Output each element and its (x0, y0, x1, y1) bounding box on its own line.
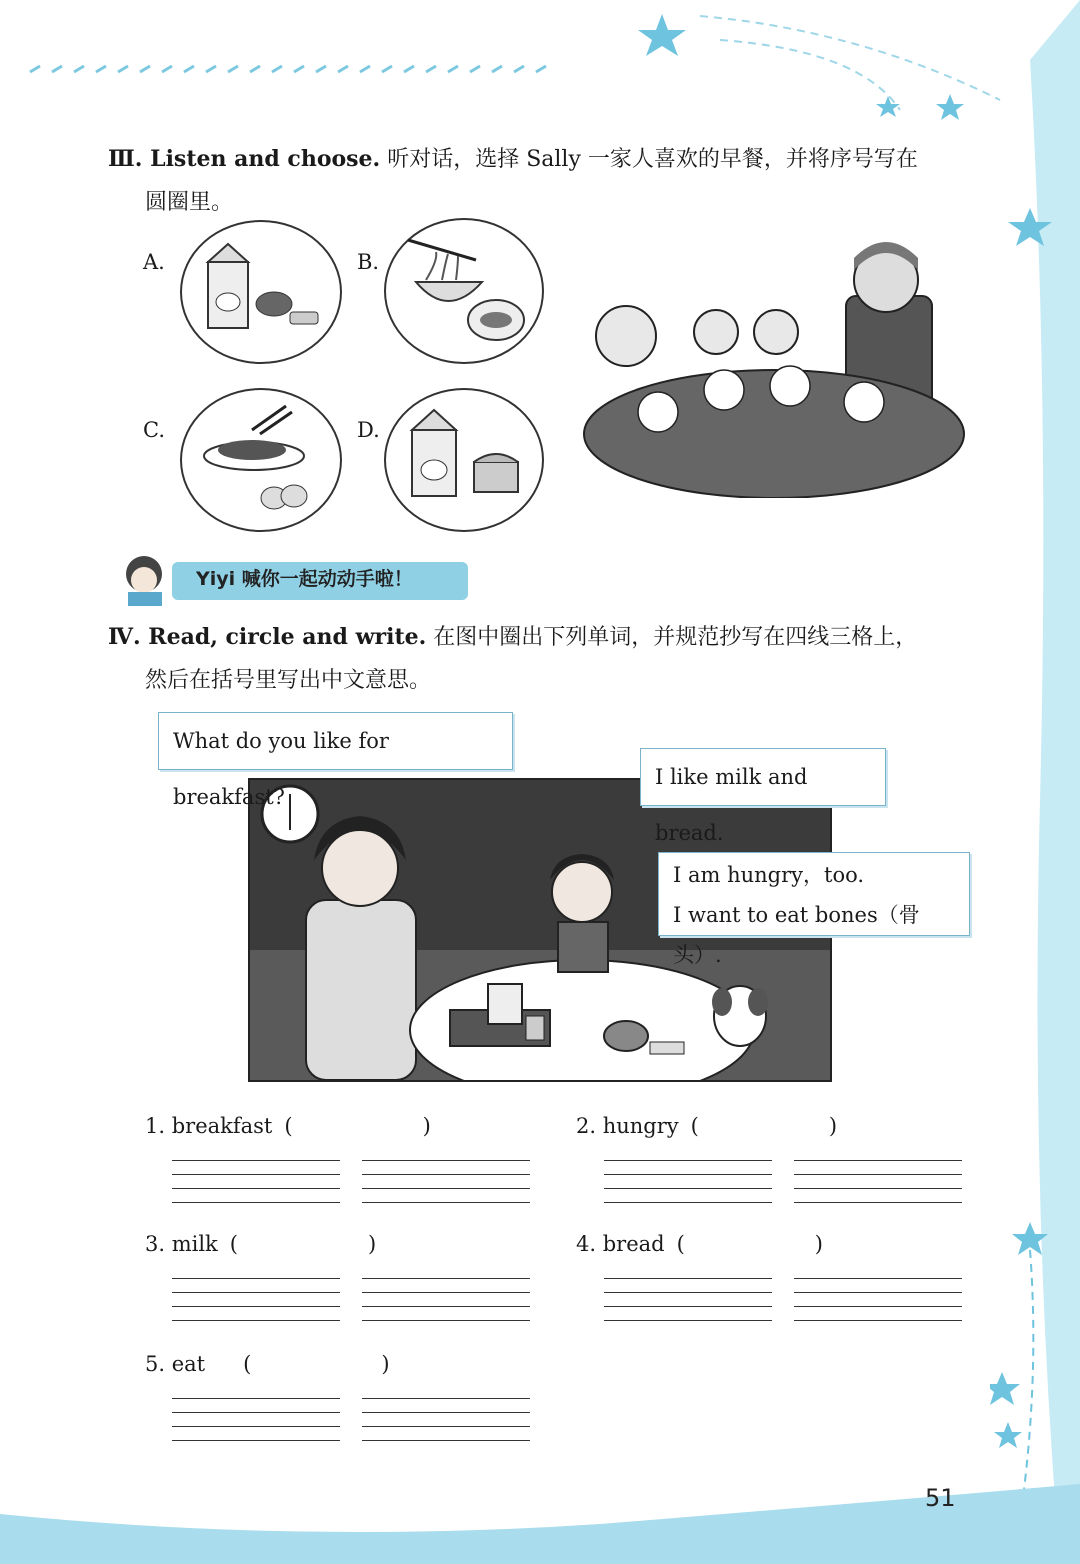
noodles-and-eggs-icon (182, 390, 340, 530)
writing-lines-1b[interactable] (362, 1160, 530, 1206)
word-4-close-paren: ) (814, 1232, 823, 1256)
word-2 (576, 1114, 837, 1138)
word-3-open-paren: ( (229, 1232, 238, 1256)
word-2-text: 2. hungry (576, 1114, 679, 1138)
word-2-close-paren: ) (828, 1114, 838, 1138)
family-at-table-picture (576, 226, 972, 498)
bottom-border-decoration (0, 1484, 1080, 1564)
section3-heading: Ⅲ. Listen and choose. (108, 146, 381, 172)
option-a-label: A. (143, 250, 165, 274)
writing-lines-5a[interactable] (172, 1398, 340, 1444)
writing-lines-5b[interactable] (362, 1398, 530, 1444)
word-1-open-paren: ( (284, 1114, 293, 1138)
dog-speech-line1: I am hungry，too. (673, 863, 865, 887)
section4-title-line2: 然后在括号里写出中文意思。 (145, 668, 432, 693)
writing-lines-4a[interactable] (604, 1278, 772, 1324)
word-3 (145, 1232, 376, 1256)
section3-title (108, 136, 988, 183)
word-5 (145, 1352, 390, 1376)
writing-lines-2a[interactable] (604, 1160, 772, 1206)
section3-title-line2: 圆圈里。 (145, 190, 234, 215)
writing-lines-3a[interactable] (172, 1278, 340, 1324)
option-c-label: C. (143, 418, 165, 442)
word-3-text: 3. milk (145, 1232, 218, 1256)
word-5-close-paren: ) (381, 1352, 390, 1376)
section4-title (108, 614, 988, 661)
word-2-open-paren: ( (690, 1114, 699, 1138)
word-3-close-paren: ) (368, 1232, 377, 1256)
word-1 (145, 1114, 431, 1138)
section3-instruction: 听对话，选择 Sally 一家人喜欢的早餐，并将序号写在 (380, 147, 918, 172)
milk-and-cake-icon (386, 390, 542, 530)
dog-speech-line2: I want to eat bones（骨头）. (673, 903, 920, 967)
girl-speech-bubble: I like milk and bread. (640, 748, 886, 806)
mom-speech-bubble: What do you like for breakfast? (158, 712, 513, 770)
option-d-label: D. (357, 418, 380, 442)
section4-instruction: 在图中圈出下列单词，并规范抄写在四线三格上， (426, 625, 918, 650)
option-d-picture (384, 388, 544, 532)
section4-heading: Ⅳ. Read, circle and write. (108, 624, 427, 650)
noodles-and-fish-icon (386, 220, 542, 362)
option-b-label: B. (357, 250, 380, 274)
word-5-text: 5. eat (145, 1352, 206, 1376)
option-b-picture (384, 218, 544, 364)
word-1-close-paren: ) (422, 1114, 431, 1138)
writing-lines-4b[interactable] (794, 1278, 962, 1324)
word-4-open-paren: ( (676, 1232, 685, 1256)
right-border-decoration (990, 0, 1080, 1564)
top-border-decoration (0, 0, 1080, 120)
option-a-picture (180, 220, 342, 364)
tip-text: Yiyi 喊你一起动动手啦！ (196, 568, 413, 590)
word-5-open-paren: ( (243, 1352, 252, 1376)
word-4 (576, 1232, 823, 1256)
writing-lines-3b[interactable] (362, 1278, 530, 1324)
word-1-text: 1. breakfast (145, 1114, 273, 1138)
writing-lines-2b[interactable] (794, 1160, 962, 1206)
writing-lines-1a[interactable] (172, 1160, 340, 1206)
page-number: 51 (925, 1484, 956, 1512)
word-4-text: 4. bread (576, 1232, 665, 1256)
option-c-picture (180, 388, 342, 532)
milk-and-bread-icon (182, 222, 340, 362)
dog-speech-bubble (658, 852, 970, 967)
